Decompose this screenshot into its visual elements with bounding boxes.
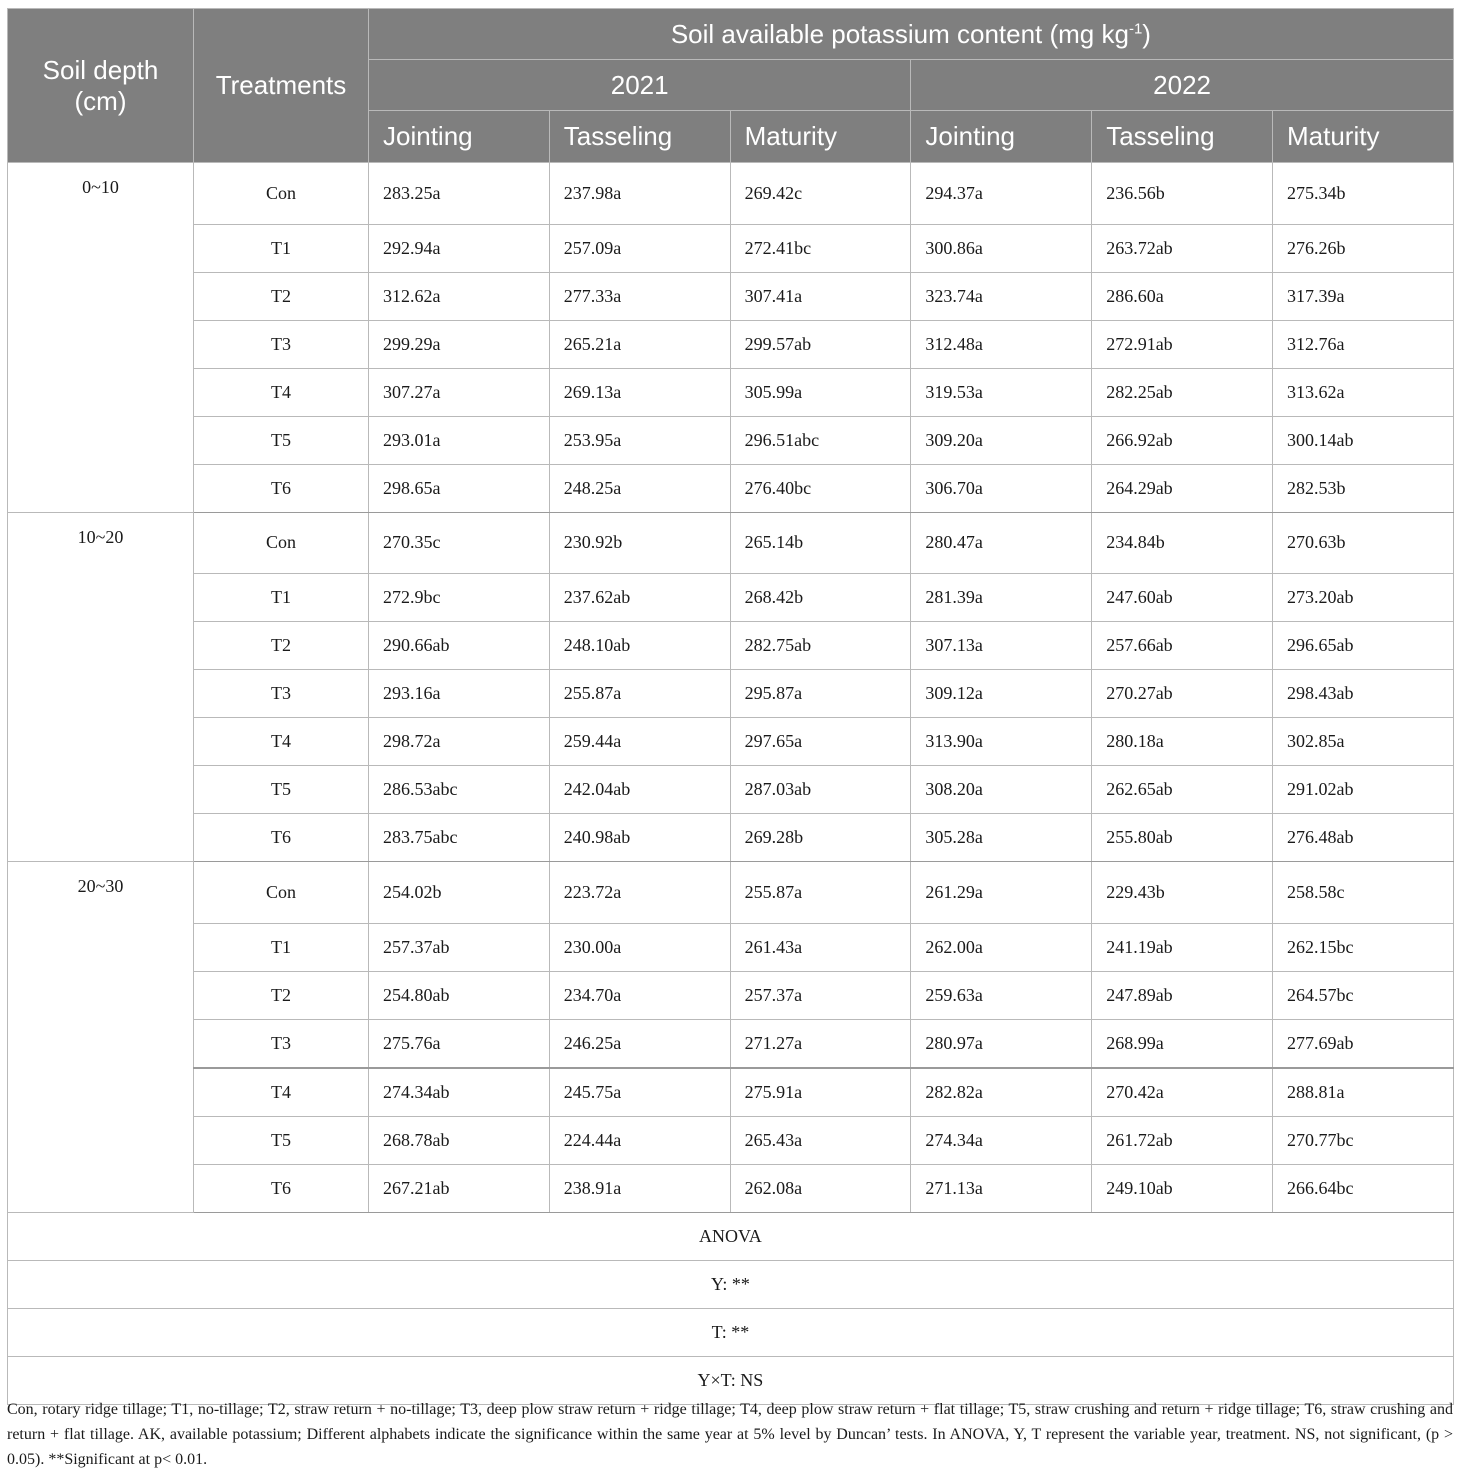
value-cell: 287.03ab xyxy=(730,766,911,814)
value-cell: 253.95a xyxy=(549,416,730,464)
table-row xyxy=(8,224,1454,272)
treatment-cell: T6 xyxy=(194,464,369,512)
value-cell: 264.57bc xyxy=(1272,971,1453,1019)
depth-cell xyxy=(8,1068,194,1117)
value-cell: 283.75abc xyxy=(369,814,550,862)
table-row xyxy=(8,320,1454,368)
value-cell: 293.01a xyxy=(369,416,550,464)
table-main-title: Soil available potassium content (mg $kg^{-1}$) xyxy=(369,9,1454,60)
value-cell: 266.92ab xyxy=(1092,416,1273,464)
value-cell: 265.43a xyxy=(730,1116,911,1164)
value-cell: 257.66ab xyxy=(1092,622,1273,670)
value-cell: 259.44a xyxy=(549,718,730,766)
anova-cell: Y×T: NS xyxy=(8,1356,1454,1404)
value-cell: 282.53b xyxy=(1272,464,1453,512)
treatment-cell: T2 xyxy=(194,272,369,320)
value-cell: 272.41bc xyxy=(730,224,911,272)
value-cell: 261.29a xyxy=(911,862,1092,924)
depth-cell xyxy=(8,766,194,814)
table-header xyxy=(8,9,1454,163)
value-cell: 273.20ab xyxy=(1272,574,1453,622)
treatment-cell: T6 xyxy=(194,814,369,862)
value-cell: 323.74a xyxy=(911,272,1092,320)
value-cell: 247.89ab xyxy=(1092,971,1273,1019)
year-header-2021: 2021 xyxy=(369,60,911,111)
value-cell: 230.00a xyxy=(549,923,730,971)
table-row xyxy=(8,1116,1454,1164)
depth-cell xyxy=(8,1019,194,1068)
value-cell: 291.02ab xyxy=(1272,766,1453,814)
value-cell: 270.27ab xyxy=(1092,670,1273,718)
depth-cell xyxy=(8,368,194,416)
table-row xyxy=(8,862,1454,924)
treatment-cell: T6 xyxy=(194,1164,369,1212)
treatment-cell: T4 xyxy=(194,1068,369,1117)
value-cell: 223.72a xyxy=(549,862,730,924)
treatment-cell: T1 xyxy=(194,224,369,272)
value-cell: 300.14ab xyxy=(1272,416,1453,464)
value-cell: 237.62ab xyxy=(549,574,730,622)
anova-row xyxy=(8,1212,1454,1260)
value-cell: 234.84b xyxy=(1092,512,1273,574)
value-cell: 313.90a xyxy=(911,718,1092,766)
value-cell: 299.57ab xyxy=(730,320,911,368)
value-cell: 312.76a xyxy=(1272,320,1453,368)
stage-header: Maturity xyxy=(730,111,911,163)
table-row xyxy=(8,272,1454,320)
value-cell: 300.86a xyxy=(911,224,1092,272)
value-cell: 312.48a xyxy=(911,320,1092,368)
table-row xyxy=(8,1019,1454,1068)
value-cell: 286.53abc xyxy=(369,766,550,814)
value-cell: 277.33a xyxy=(549,272,730,320)
value-cell: 306.70a xyxy=(911,464,1092,512)
value-cell: 255.87a xyxy=(730,862,911,924)
value-cell: 262.15bc xyxy=(1272,923,1453,971)
depth-cell xyxy=(8,971,194,1019)
value-cell: 263.72ab xyxy=(1092,224,1273,272)
value-cell: 264.29ab xyxy=(1092,464,1273,512)
value-cell: 224.44a xyxy=(549,1116,730,1164)
stage-header: Maturity xyxy=(1272,111,1453,163)
treatment-cell: T4 xyxy=(194,718,369,766)
depth-cell xyxy=(8,622,194,670)
treatment-cell: T5 xyxy=(194,766,369,814)
depth-cell xyxy=(8,718,194,766)
value-cell: 247.60ab xyxy=(1092,574,1273,622)
value-cell: 265.21a xyxy=(549,320,730,368)
value-cell: 254.02b xyxy=(369,862,550,924)
value-cell: 281.39a xyxy=(911,574,1092,622)
value-cell: 312.62a xyxy=(369,272,550,320)
value-cell: 309.20a xyxy=(911,416,1092,464)
value-cell: 266.64bc xyxy=(1272,1164,1453,1212)
depth-cell xyxy=(8,574,194,622)
treatment-cell: T3 xyxy=(194,1019,369,1068)
value-cell: 274.34ab xyxy=(369,1068,550,1117)
table-row xyxy=(8,464,1454,512)
value-cell: 277.69ab xyxy=(1272,1019,1453,1068)
table-row xyxy=(8,718,1454,766)
depth-cell xyxy=(8,272,194,320)
anova-row xyxy=(8,1308,1454,1356)
value-cell: 293.16a xyxy=(369,670,550,718)
treatment-cell: Con xyxy=(194,512,369,574)
value-cell: 274.34a xyxy=(911,1116,1092,1164)
value-cell: 258.58c xyxy=(1272,862,1453,924)
anova-cell: Y: ** xyxy=(8,1260,1454,1308)
value-cell: 319.53a xyxy=(911,368,1092,416)
stage-header: Tasseling xyxy=(549,111,730,163)
value-cell: 317.39a xyxy=(1272,272,1453,320)
value-cell: 271.13a xyxy=(911,1164,1092,1212)
value-cell: 305.28a xyxy=(911,814,1092,862)
value-cell: 241.19ab xyxy=(1092,923,1273,971)
value-cell: 276.48ab xyxy=(1272,814,1453,862)
treatment-cell: T1 xyxy=(194,574,369,622)
depth-cell xyxy=(8,320,194,368)
value-cell: 246.25a xyxy=(549,1019,730,1068)
stage-header: Jointing xyxy=(911,111,1092,163)
value-cell: 275.76a xyxy=(369,1019,550,1068)
potassium-table xyxy=(7,8,1454,1405)
value-cell: 238.91a xyxy=(549,1164,730,1212)
depth-cell xyxy=(8,1116,194,1164)
value-cell: 229.43b xyxy=(1092,862,1273,924)
value-cell: 298.43ab xyxy=(1272,670,1453,718)
depth-cell: 10~20 xyxy=(8,512,194,574)
treatment-cell: T2 xyxy=(194,971,369,1019)
value-cell: 276.40bc xyxy=(730,464,911,512)
value-cell: 271.27a xyxy=(730,1019,911,1068)
value-cell: 272.9bc xyxy=(369,574,550,622)
value-cell: 236.56b xyxy=(1092,163,1273,225)
value-cell: 305.99a xyxy=(730,368,911,416)
value-cell: 298.65a xyxy=(369,464,550,512)
table-row xyxy=(8,622,1454,670)
value-cell: 270.42a xyxy=(1092,1068,1273,1117)
table-footnote: Con, rotary ridge tillage; T1, no-tillage; T2, straw return + no-tillage; T3, deep plow straw return + ridge tillage; T4, deep plow straw return + flat tillage; T5, straw crushing and return + ridge tillage; T6, straw crushing and return + flat tillage. AK, available potassium; Different alphabets indicate the significance within the same year at 5% level by Duncan’ tests. In ANOVA, Y, T represent the variable year, treatment. NS, not significant, (p > 0.05). **Significant at p< 0.01. xyxy=(7,1401,1453,1468)
value-cell: 257.37ab xyxy=(369,923,550,971)
value-cell: 296.65ab xyxy=(1272,622,1453,670)
value-cell: 309.12a xyxy=(911,670,1092,718)
value-cell: 282.75ab xyxy=(730,622,911,670)
table-row xyxy=(8,670,1454,718)
table-row xyxy=(8,574,1454,622)
treatment-cell: T2 xyxy=(194,622,369,670)
value-cell: 280.47a xyxy=(911,512,1092,574)
value-cell: 259.63a xyxy=(911,971,1092,1019)
table-row xyxy=(8,416,1454,464)
value-cell: 268.99a xyxy=(1092,1019,1273,1068)
value-cell: 283.25a xyxy=(369,163,550,225)
value-cell: 270.35c xyxy=(369,512,550,574)
value-cell: 307.27a xyxy=(369,368,550,416)
value-cell: 248.10ab xyxy=(549,622,730,670)
treatment-cell: T1 xyxy=(194,923,369,971)
depth-cell xyxy=(8,923,194,971)
value-cell: 267.21ab xyxy=(369,1164,550,1212)
value-cell: 275.34b xyxy=(1272,163,1453,225)
value-cell: 262.08a xyxy=(730,1164,911,1212)
anova-cell: ANOVA xyxy=(8,1212,1454,1260)
value-cell: 269.13a xyxy=(549,368,730,416)
value-cell: 240.98ab xyxy=(549,814,730,862)
depth-cell xyxy=(8,670,194,718)
table-row xyxy=(8,1068,1454,1117)
value-cell: 299.29a xyxy=(369,320,550,368)
value-cell: 261.43a xyxy=(730,923,911,971)
value-cell: 255.80ab xyxy=(1092,814,1273,862)
value-cell: 308.20a xyxy=(911,766,1092,814)
depth-cell: 20~30 xyxy=(8,862,194,924)
value-cell: 280.97a xyxy=(911,1019,1092,1068)
value-cell: 307.41a xyxy=(730,272,911,320)
table-row xyxy=(8,368,1454,416)
value-cell: 302.85a xyxy=(1272,718,1453,766)
depth-cell xyxy=(8,464,194,512)
treatment-cell: T3 xyxy=(194,320,369,368)
anova-row xyxy=(8,1260,1454,1308)
table-row xyxy=(8,1164,1454,1212)
value-cell: 307.13a xyxy=(911,622,1092,670)
value-cell: 295.87a xyxy=(730,670,911,718)
stage-header: Tasseling xyxy=(1092,111,1273,163)
table-row xyxy=(8,923,1454,971)
value-cell: 288.81a xyxy=(1272,1068,1453,1117)
value-cell: 276.26b xyxy=(1272,224,1453,272)
depth-cell xyxy=(8,814,194,862)
value-cell: 234.70a xyxy=(549,971,730,1019)
value-cell: 261.72ab xyxy=(1092,1116,1273,1164)
value-cell: 257.37a xyxy=(730,971,911,1019)
value-cell: 270.77bc xyxy=(1272,1116,1453,1164)
treatment-cell: T3 xyxy=(194,670,369,718)
treatment-cell: Con xyxy=(194,163,369,225)
value-cell: 313.62a xyxy=(1272,368,1453,416)
value-cell: 255.87a xyxy=(549,670,730,718)
value-cell: 249.10ab xyxy=(1092,1164,1273,1212)
depth-cell xyxy=(8,416,194,464)
value-cell: 262.00a xyxy=(911,923,1092,971)
value-cell: 269.28b xyxy=(730,814,911,862)
depth-header: Soil depth (cm) xyxy=(8,9,194,163)
value-cell: 296.51abc xyxy=(730,416,911,464)
value-cell: 242.04ab xyxy=(549,766,730,814)
treatment-cell: T5 xyxy=(194,1116,369,1164)
depth-cell xyxy=(8,1164,194,1212)
value-cell: 290.66ab xyxy=(369,622,550,670)
value-cell: 282.82a xyxy=(911,1068,1092,1117)
value-cell: 286.60a xyxy=(1092,272,1273,320)
value-cell: 298.72a xyxy=(369,718,550,766)
table-body xyxy=(8,163,1454,1405)
value-cell: 268.78ab xyxy=(369,1116,550,1164)
value-cell: 257.09a xyxy=(549,224,730,272)
value-cell: 248.25a xyxy=(549,464,730,512)
value-cell: 292.94a xyxy=(369,224,550,272)
table-row xyxy=(8,814,1454,862)
value-cell: 268.42b xyxy=(730,574,911,622)
depth-cell xyxy=(8,224,194,272)
treatment-cell: Con xyxy=(194,862,369,924)
value-cell: 275.91a xyxy=(730,1068,911,1117)
anova-cell: T: ** xyxy=(8,1308,1454,1356)
value-cell: 265.14b xyxy=(730,512,911,574)
treatments-header: Treatments xyxy=(194,9,369,163)
value-cell: 237.98a xyxy=(549,163,730,225)
table-row xyxy=(8,766,1454,814)
value-cell: 262.65ab xyxy=(1092,766,1273,814)
treatment-cell: T4 xyxy=(194,368,369,416)
value-cell: 282.25ab xyxy=(1092,368,1273,416)
value-cell: 297.65a xyxy=(730,718,911,766)
value-cell: 280.18a xyxy=(1092,718,1273,766)
table-row xyxy=(8,971,1454,1019)
depth-cell: 0~10 xyxy=(8,163,194,225)
year-header-2022: 2022 xyxy=(911,60,1453,111)
value-cell: 230.92b xyxy=(549,512,730,574)
value-cell: 294.37a xyxy=(911,163,1092,225)
value-cell: 269.42c xyxy=(730,163,911,225)
treatment-cell: T5 xyxy=(194,416,369,464)
value-cell: 272.91ab xyxy=(1092,320,1273,368)
value-cell: 254.80ab xyxy=(369,971,550,1019)
value-cell: 245.75a xyxy=(549,1068,730,1117)
stage-header: Jointing xyxy=(369,111,550,163)
table-row xyxy=(8,512,1454,574)
value-cell: 270.63b xyxy=(1272,512,1453,574)
table-row xyxy=(8,163,1454,225)
